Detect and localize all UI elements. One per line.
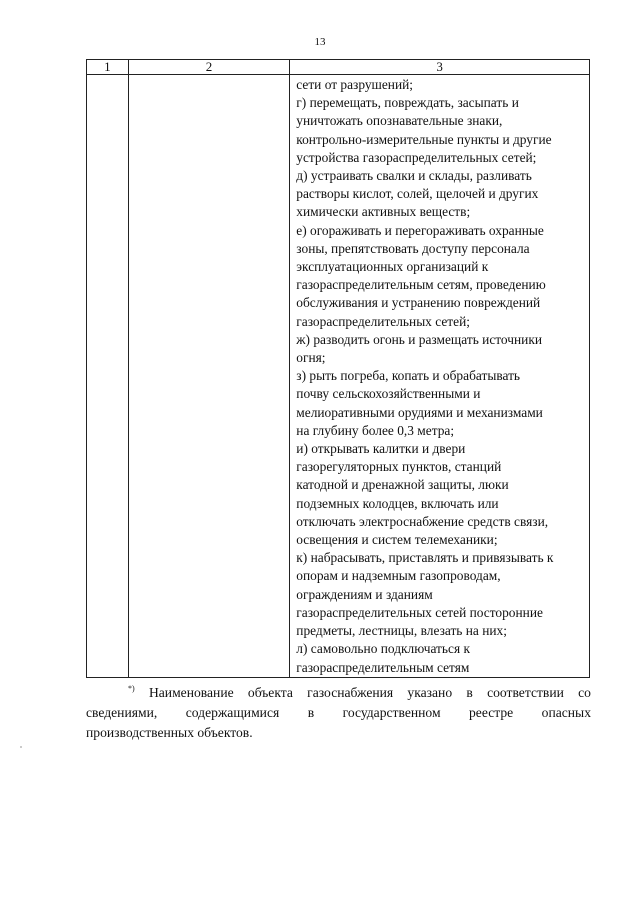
text-line: огня; (296, 350, 326, 366)
text-line: растворы кислот, солей, щелочей и других (296, 186, 539, 202)
text-line: катодной и дренажной защиты, люки (296, 477, 509, 493)
text-line: сети от разрушений; (296, 77, 414, 92)
table-row (87, 75, 590, 678)
text-line: газорегуляторных пунктов, станций (296, 459, 502, 475)
column-header-2: 2 (128, 60, 290, 75)
text-line: обслуживания и устранению повреждений (296, 295, 541, 311)
text-line: ж) разводить огонь и размещать источники (296, 331, 543, 347)
text-line: г) перемещать, повреждать, засыпать и (296, 95, 519, 111)
text-line: уничтожать опознавательные знаки, (296, 113, 503, 129)
table-header-row (87, 60, 590, 75)
text-line: мелиоративными орудиями и механизмами (296, 404, 543, 420)
text-line: л) самовольно подключаться к (296, 641, 470, 657)
footnote-marker: *) (128, 684, 135, 693)
table-cell-col3 (290, 75, 590, 678)
footnote (86, 679, 591, 743)
text-line: д) устраивать свалки и склады, разливать (296, 168, 532, 184)
content-table (86, 59, 590, 678)
footnote-line: сведениями, содержащимися в государственном реестре опасных (86, 705, 591, 720)
text-line: е) огораживать и перегораживать охранные (296, 222, 544, 238)
column-header-1: 1 (87, 60, 129, 75)
text-line: предметы, лестницы, влезать на них; (296, 623, 507, 639)
text-line: к) набрасывать, приставлять и привязывать к (296, 550, 554, 566)
text-line: подземных колодцев, включать или (296, 495, 499, 511)
text-line: ограждениям и зданиям (296, 586, 433, 602)
text-line: зоны, препятствовать доступу персонала (296, 240, 530, 256)
table-cell-col2 (128, 75, 290, 678)
text-line: з) рыть погреба, копать и обрабатывать (296, 368, 521, 384)
text-line: газораспределительных сетей посторонние (296, 604, 543, 620)
text-line: устройства газораспределительных сетей; (296, 149, 537, 165)
text-line: опорам и надземным газопроводам, (296, 568, 501, 584)
text-line: газораспределительным сетям, проведению (296, 277, 546, 293)
table-cell-col1 (87, 75, 129, 678)
text-line: почву сельскохозяйственными и (296, 386, 481, 402)
footnote-text: Наименование объекта газоснабжения указано в соответствии со (148, 685, 591, 700)
scan-speck (20, 746, 22, 748)
text-line: освещения и систем телемеханики; (296, 532, 498, 548)
text-line: эксплуатационных организаций к (296, 259, 489, 275)
page-number: 13 (314, 36, 326, 48)
footnote-line: производственных объектов. (86, 725, 253, 740)
text-line: газораспределительным сетям (296, 659, 470, 675)
footnote-line (86, 679, 591, 703)
prohibitions-text (290, 75, 589, 677)
column-header-3: 3 (290, 60, 590, 75)
text-line: на глубину более 0,3 метра; (296, 422, 455, 438)
text-line: газораспределительных сетей; (296, 313, 470, 329)
text-line: химически активных веществ; (296, 204, 471, 220)
text-line: контрольно-измерительные пункты и другие (296, 131, 552, 147)
text-line: отключать электроснабжение средств связи, (296, 513, 549, 529)
text-line: и) открывать калитки и двери (296, 441, 466, 457)
